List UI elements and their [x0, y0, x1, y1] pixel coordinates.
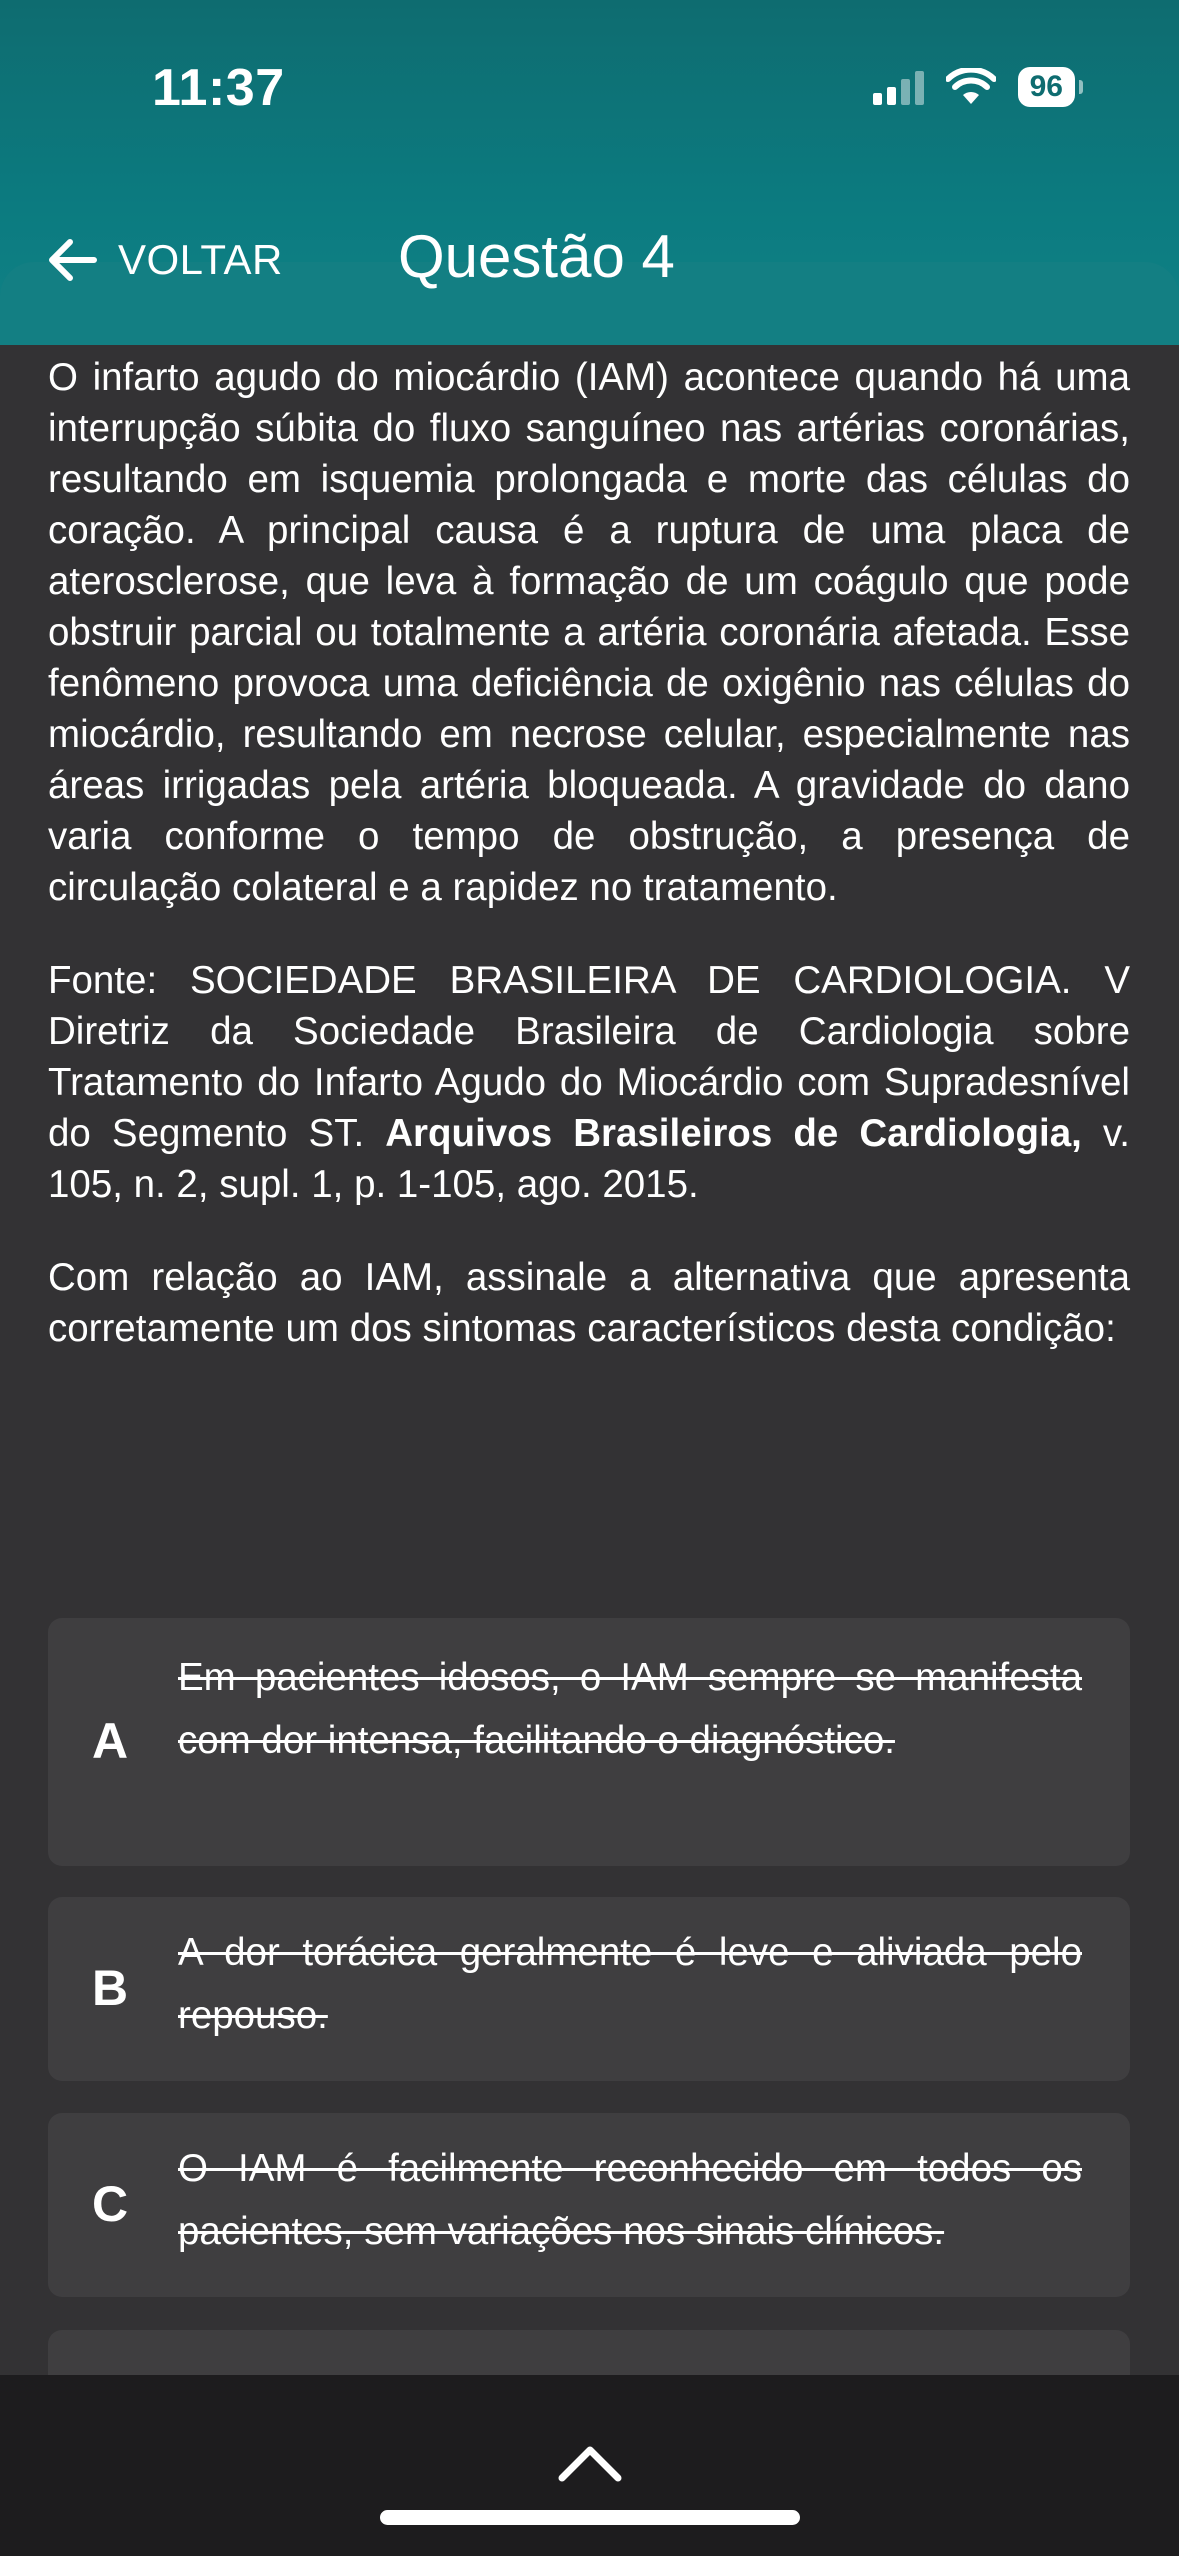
option-b[interactable]: [48, 1897, 1130, 2081]
back-label: VOLTAR: [118, 236, 283, 283]
option-a[interactable]: [48, 1618, 1130, 1866]
option-text: Em pacientes idosos, o IAM sempre se manifesta com dor intensa, facilitando o diagnóstico.: [178, 1656, 1082, 1762]
source-prefix: Fonte: SOCIEDADE BRASILEIRA DE CARDIOLOGIA. V Diretriz da Sociedade Brasileira de Cardiologia sobre Tratamento do Infarto Agudo do Miocárdio com Supradesnível do Segmento ST.: [48, 959, 1130, 1155]
cellular-signal-icon: [873, 69, 924, 105]
source-suffix: v. 105, n. 2, supl. 1, p. 1-105, ago. 2015.: [48, 1112, 1130, 1206]
question-context: O infarto agudo do miocárdio (IAM) acontece quando há uma interrupção súbita do fluxo sanguíneo nas artérias coronárias, resultando em isquemia prolongada e morte das células do coração. A principal causa é a ruptura de uma placa de aterosclerose, que leva à formação de um coágulo que pode obstruir parcial ou totalmente a artéria coronária afetada. Esse fenômeno provoca uma deficiência de oxigênio nas células do miocárdio, resultando em necrose celular, especialmente nas áreas irrigadas pela artéria bloqueada. A gravidade do dano varia conforme o tempo de obstrução, a presença de circulação colateral e a rapidez no tratamento.: [48, 356, 1130, 909]
source-journal: Arquivos Brasileiros de Cardiologia,: [385, 1112, 1082, 1155]
back-button[interactable]: [44, 228, 283, 292]
page-title: Questão 4: [398, 223, 675, 290]
option-text: O IAM é facilmente reconhecido em todos os pacientes, sem variações nos sinais clínicos.: [178, 2147, 1082, 2253]
option-c[interactable]: [48, 2113, 1130, 2297]
wifi-icon: [946, 68, 996, 106]
question-content: [48, 352, 1130, 1396]
option-letter: A: [92, 1713, 129, 1769]
arrow-left-icon: [44, 232, 100, 288]
option-letter: C: [92, 2176, 129, 2232]
option-text: A dor torácica geralmente é leve e aliviada pelo repouso.: [178, 1931, 1082, 2037]
battery-indicator: 96: [1018, 67, 1075, 107]
question-source: [48, 955, 1130, 1210]
status-icons: [873, 64, 1075, 110]
status-time: 11:37: [152, 59, 285, 117]
question-prompt: Com relação ao IAM, assinale a alternativa que apresenta corretamente um dos sintomas característicos desta condição:: [48, 1256, 1130, 1350]
home-indicator: [380, 2510, 800, 2525]
option-letter: B: [92, 1960, 129, 2016]
header: [0, 0, 1179, 345]
chevron-up-icon[interactable]: [556, 2440, 624, 2484]
